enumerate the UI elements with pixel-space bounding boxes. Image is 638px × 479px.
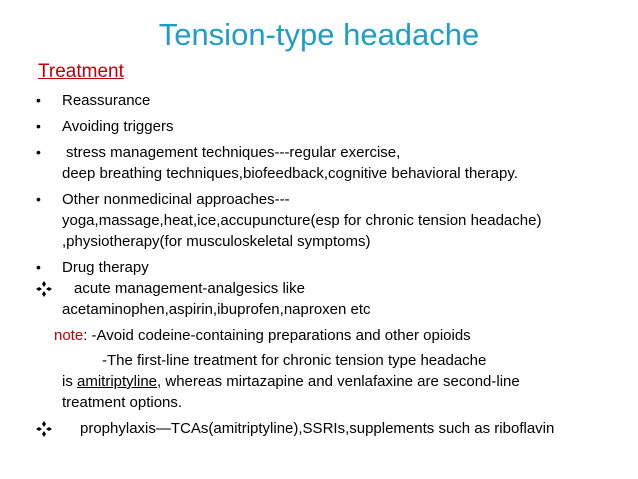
- slide-title: Tension-type headache: [158, 17, 480, 52]
- note-text: : -Avoid codeine-containing preparations and other opioids: [83, 327, 471, 344]
- acute-line1: acute management-analgesics like: [74, 280, 305, 297]
- prophylaxis-text: prophylaxis—TCAs(amitriptyline),SSRIs,supplements such as riboflavin: [80, 420, 555, 437]
- bullet-text: Avoiding triggers: [62, 118, 174, 135]
- bullet-text-line2: deep breathing techniques,biofeedback,cognitive behavioral therapy.: [62, 165, 518, 182]
- bullet-item-drug-therapy: [36, 257, 636, 278]
- note-line4: treatment options.: [62, 394, 183, 411]
- bullet-item-reassurance: [36, 90, 636, 111]
- bullet-dot-icon: •: [36, 118, 41, 134]
- bullet-text-line2: yoga,massage,heat,ice,accupuncture(esp for chronic tension headache): [62, 212, 542, 229]
- bullet-dot-icon: •: [36, 144, 41, 160]
- bullet-item-stress-management: [36, 142, 636, 184]
- acute-line2: acetaminophen,aspirin,ibuprofen,naproxen etc: [62, 301, 371, 318]
- note-line3-before: is: [62, 373, 77, 390]
- bullet-dot-icon: •: [36, 259, 41, 275]
- note-line3-after: , whereas mirtazapine and venlafaxine are second-line: [157, 373, 520, 390]
- bullet-text: Drug therapy: [62, 259, 149, 276]
- note-line2: -The first-line treatment for chronic tension type headache: [102, 352, 487, 369]
- bullet-dot-icon: •: [36, 92, 41, 108]
- slide-content: [36, 90, 636, 439]
- bullet-text-line3: ,physiotherapy(for musculoskeletal symptoms): [62, 233, 371, 250]
- bullet-item-nonmedicinal: [36, 189, 636, 252]
- bullet-text-line1: stress management techniques---regular exercise,: [66, 144, 401, 161]
- bullet-text-line1: Other nonmedicinal approaches---: [62, 191, 290, 208]
- section-heading-treatment: Treatment: [38, 61, 124, 82]
- four-diamond-bullet-icon: [36, 281, 52, 297]
- diamond-item-prophylaxis: [36, 418, 636, 439]
- note-line1: [36, 325, 636, 346]
- bullet-text: Reassurance: [62, 92, 151, 109]
- amitriptyline-link[interactable]: amitriptyline: [77, 373, 158, 390]
- four-diamond-bullet-icon: [36, 421, 52, 437]
- note-line3: [36, 371, 636, 392]
- diamond-item-acute-management: [36, 278, 636, 320]
- bullet-item-avoiding-triggers: [36, 116, 636, 137]
- bullet-dot-icon: •: [36, 191, 41, 207]
- note-label: note: [54, 327, 84, 344]
